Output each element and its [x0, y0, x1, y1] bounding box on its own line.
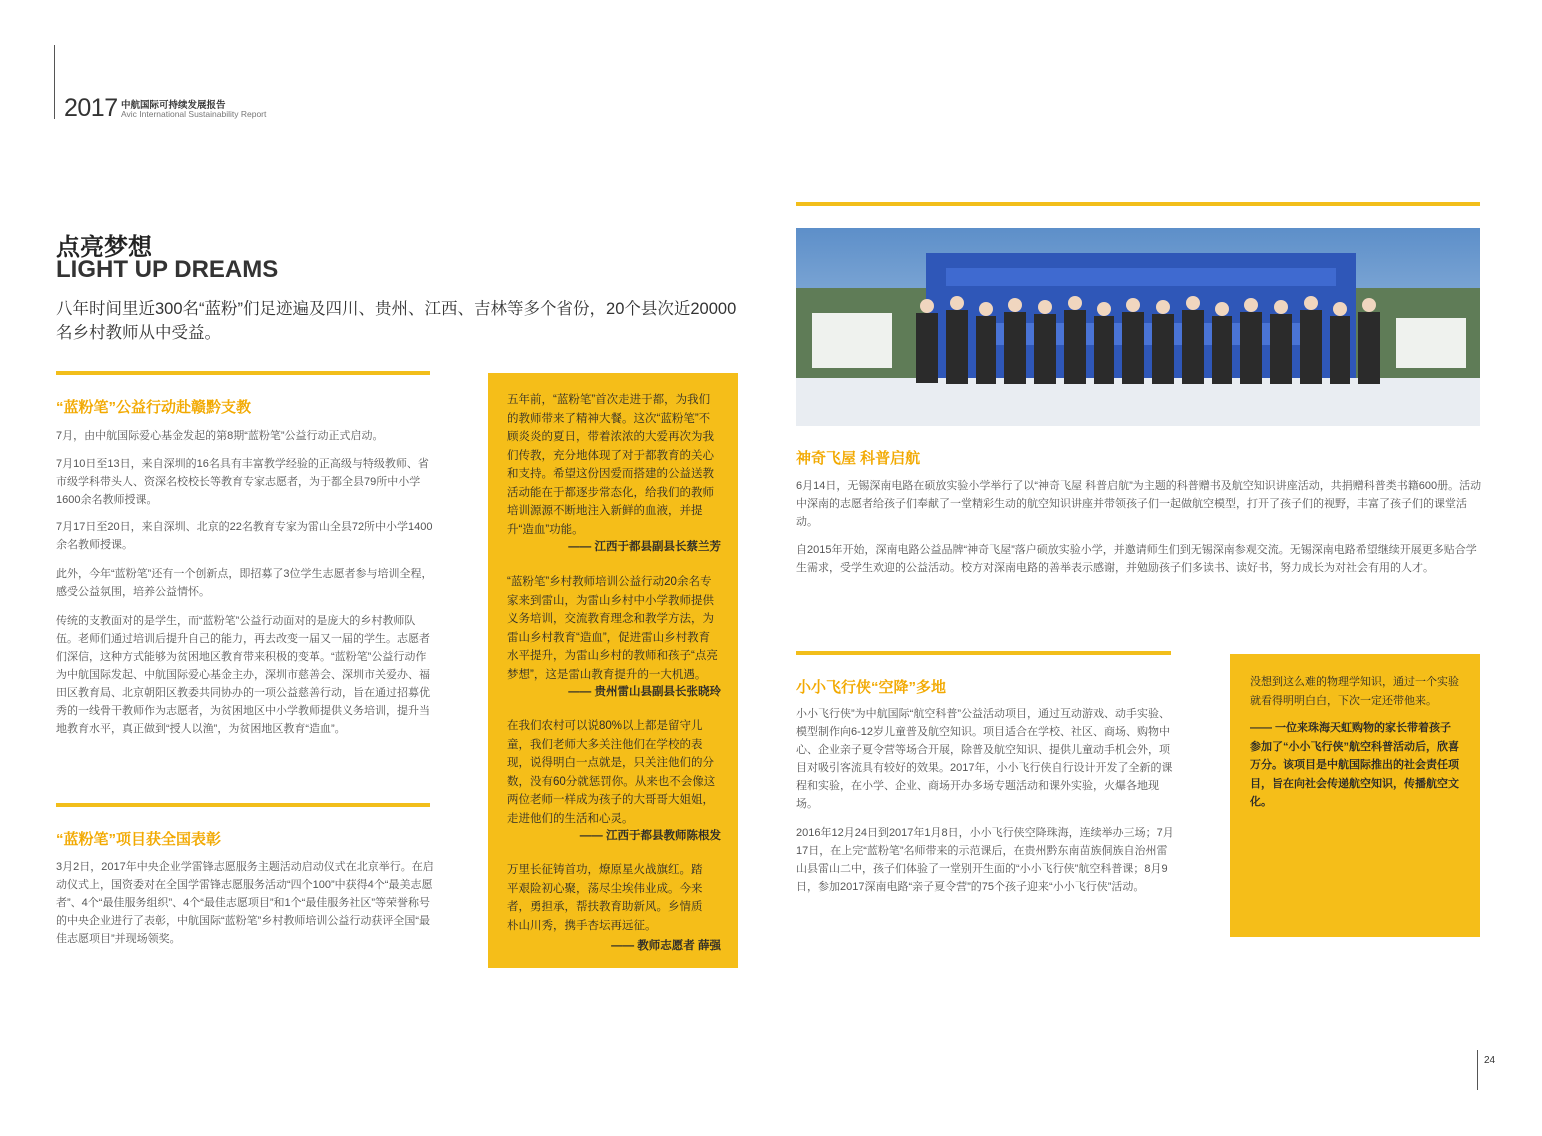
- event-photo: [796, 228, 1480, 426]
- quote-text: 万里长征铸首功，燎原星火战旗红。踏平艰险初心聚，荡尽尘埃伟业成。今来者，勇担承，帮扶教育助新风。乡情质朴山川秀，携手杏坛再远征。: [507, 864, 703, 932]
- page-title-en: LIGHT UP DREAMS: [56, 256, 279, 283]
- paragraph: 自2015年开始，深南电路公益品牌“神奇飞屋”落户硕放实验小学，并邀请师生们到无锡深南参观交流。无锡深南电路希望继续开展更多贴合学生需求，受学生欢迎的公益活动。校方对深南电路的善举表示感谢，并勉励孩子们多读书、读好书，努力成长为对社会有用的人才。: [796, 544, 1477, 574]
- paragraph: 7月10日至13日，来自深圳的16名具有丰富教学经验的正高级与特级教师、省市级学科带头人、资深名校校长等教育专家志愿者，为于都全县79所中小学1600余名教师授课。: [56, 458, 429, 506]
- paragraph: 6月14日，无锡深南电路在硕放实验小学举行了以“神奇飞屋 科普启航”为主题的科普赠书及航空知识讲座活动，共捐赠科普类书籍600册。活动中深南的志愿者给孩子们奉献了一堂精彩生动的航空知识讲座并带领孩子们一起做航空模型，打开了孩子们的视野，丰富了孩子们的课堂活动。: [796, 480, 1482, 528]
- page-title-cn: 点亮梦想: [56, 234, 152, 261]
- quote-signature: —— 教师志愿者 薛强: [611, 940, 721, 952]
- section-divider: [796, 651, 1171, 655]
- side-quote-text: 没想到这么难的物理学知识，通过一个实验就看得明明白白，下次一定还带他来。: [1250, 676, 1459, 707]
- quote-text: “蓝粉笔”乡村教师培训公益行动20余名专家来到雷山，为雷山乡村中小学教师提供义务培训，交流教育理念和教学方法，为雷山乡村教育“造血”，促进雷山乡村教育水平提升，为雷山乡村的教师和孩子“点亮梦想”，这是雷山教育提升的一大机遇。: [507, 576, 718, 681]
- lead-paragraph: 八年时间里近300名“蓝粉”们足迹遍及四川、贵州、江西、吉林等多个省份，20个县次近20000名乡村教师从中受益。: [56, 300, 737, 342]
- section-heading: 神奇飞屋 科普启航: [796, 450, 921, 467]
- paragraph: 2016年12月24日到2017年1月8日，小小飞行侠空降珠海，连续举办三场；7月17日，在上完“蓝粉笔”名师带来的示范课后，在贵州黔东南苗族侗族自治州雷山县雷山二中，孩子们体验了一堂别开生面的“小小飞行侠”航空科普课；8月9日，参加2017深南电路“亲子夏令营”的75个孩子迎来“小小飞行侠”活动。: [796, 827, 1174, 893]
- report-title-en: Avic International Sustainability Report: [121, 109, 267, 119]
- quote-signature: —— 江西于都县教师陈根发: [579, 830, 721, 842]
- section-heading: “蓝粉笔”公益行动赴赣黔支教: [56, 399, 252, 416]
- footer-divider: [1477, 1050, 1478, 1090]
- event-photo-illustration: [796, 228, 1480, 426]
- section-heading: 小小飞行侠“空降”多地: [796, 679, 947, 696]
- paragraph: 此外，今年“蓝粉笔”还有一个创新点，即招募了3位学生志愿者参与培训全程，感受公益氛围，培养公益情怀。: [56, 568, 433, 598]
- section-divider: [56, 371, 430, 375]
- paragraph: 7月，由中航国际爱心基金发起的第8期“蓝粉笔”公益行动正式启动。: [56, 430, 384, 442]
- quote-text: 在我们农村可以说80%以上都是留守儿童，我们老师大多关注他们在学校的表现，说得明白一点就是，只关注他们的分数，没有60分就惩罚你。从来也不会像这两位老师一样成为孩子的大哥哥大姐姐，走进他们的生活和心灵。: [507, 720, 716, 825]
- report-title-cn: 中航国际可持续发展报告: [121, 100, 226, 111]
- header-divider: [54, 45, 55, 119]
- paragraph: 传统的支教面对的是学生，而“蓝粉笔”公益行动面对的是庞大的乡村教师队伍。老师们通过培训后提升自己的能力，再去改变一届又一届的学生。志愿者们深信，这种方式能够为贫困地区教育带来积极的变革。“蓝粉笔”公益行动作为中航国际发起、中航国际爱心基金主办，深圳市慈善会、深圳市关爱办、福田区教育局、北京朝阳区教委共同协办的一项公益慈善行动，旨在通过招募优秀的一线骨干教师作为志愿者，为贫困地区中小学教师提供义务培训，提升当地教育水平，真正做到“授人以渔”，为贫困地区教育“造血”。: [56, 615, 430, 735]
- paragraph: 7月17日至20日，来自深圳、北京的22名教育专家为雷山全县72所中小学1400余名教师授课。: [56, 521, 433, 551]
- paragraph: 3月2日，2017年中央企业学雷锋志愿服务主题活动启动仪式在北京举行。在启动仪式上，国资委对在全国学雷锋志愿服务活动“四个100”中获得4个“最美志愿者”、4个“最佳服务组织”、4个“最佳志愿项目”和1个“最佳服务社区”等荣誉称号的中央企业进行了表彰，中航国际“蓝粉笔”乡村教师培训公益行动获评全国“最佳志愿项目”并现场领奖。: [56, 861, 434, 945]
- paragraph: 小小飞行侠”为中航国际“航空科普”公益活动项目，通过互动游戏、动手实验、模型制作向6-12岁儿童普及航空知识。项目适合在学校、社区、商场、购物中心、企业亲子夏令营等场合开展，除普及航空知识、提供儿童动手机会外，项目对吸引客流具有较好的效果。2017年，小小飞行侠自行设计开发了全新的课程和实验，在小学、企业、商场开办多场专题活动和课外实验，火爆各地现场。: [796, 708, 1173, 810]
- section-heading: “蓝粉笔”项目获全国表彰: [56, 831, 222, 848]
- page-number: 24: [1484, 1055, 1496, 1066]
- section-divider: [796, 202, 1480, 206]
- quote-text: 五年前，“蓝粉笔”首次走进于都，为我们的教师带来了精神大餐。这次“蓝粉笔”不顾炎炎的夏日，带着浓浓的大爱再次为我们传教，充分地体现了对于都教育的关心和支持。希望这份因爱而搭建的公益送教活动能在于都逐步常态化，给我们的教师培训源源不断地注入新鲜的血液，并提升“造血”功能。: [507, 394, 714, 536]
- side-quote-note: —— 一位来珠海天虹购物的家长带着孩子参加了“小小飞行侠”航空科普活动后，欣喜万分。该项目是中航国际推出的社会责任项目，旨在向社会传递航空知识，传播航空文化。: [1250, 722, 1459, 808]
- quote-signature: —— 江西于都县副县长蔡兰芳: [568, 541, 721, 553]
- section-divider: [56, 803, 430, 807]
- quote-signature: —— 贵州雷山县副县长张晓玲: [568, 686, 721, 698]
- report-year: 2017: [64, 94, 118, 122]
